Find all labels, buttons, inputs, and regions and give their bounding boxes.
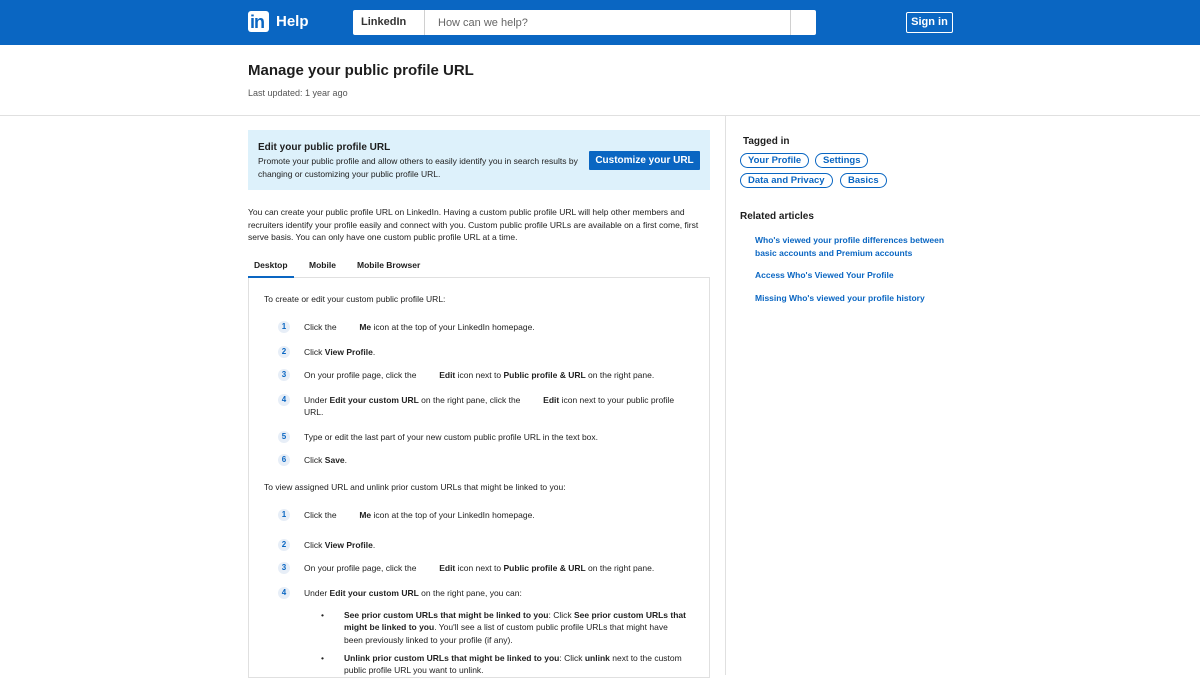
step-text: icon at the top of your LinkedIn homepage. [373,509,535,520]
bullet-text: next to the custom public profile URL you want to unlink. [344,652,682,675]
intro-paragraph: You can create your public profile URL on LinkedIn. Having a custom public profile URL will help other members and recruiters identify your profile easily and connect with you. Custom public profile URLs are available on a first come, first serve basis. You can only have one custom public profile URL at a time. [248,207,699,242]
tagged-in-title: Tagged in [743,136,790,147]
article-header [0,45,1200,116]
bullet-strong: unlink [584,652,610,663]
sign-in-button[interactable]: Sign in [906,12,953,33]
page-title: Manage your public profile URL [248,62,474,79]
search-input[interactable] [425,10,790,35]
step-text: . [372,346,376,357]
search-scope-label[interactable]: LinkedIn [353,10,425,35]
bullet-strong: See prior custom URLs that might be linked to you [344,609,686,632]
step-text: Type or edit the last part of your new custom public profile URL in the text box. [304,431,599,442]
step-text: on the right pane, click the [421,394,521,405]
promo-title: Edit your public profile URL [258,142,391,153]
step-text: icon next to [457,562,502,573]
tag-data-and-privacy[interactable]: Data and Privacy [740,173,833,188]
promo-box [248,130,710,190]
step-text: Click the [304,321,337,332]
search-button[interactable] [790,10,816,35]
related-articles-title: Related articles [740,211,814,222]
step-text: Click [304,346,323,357]
step-text: icon at the top of your LinkedIn homepage. [373,321,535,332]
tab-mobile-browser[interactable]: Mobile Browser [357,259,421,270]
tag-your-profile[interactable]: Your Profile [740,153,809,168]
step-strong: Edit your custom URL [329,394,419,405]
section-heading: To create or edit your custom public profile URL: [264,293,446,304]
help-title[interactable]: Help [276,13,309,30]
step-number: 5 [278,431,290,443]
step-text: On your profile page, click the [304,562,417,573]
article-main [248,130,710,678]
step-number: 3 [278,369,290,381]
bullet-text: : Click [548,609,572,620]
bullet-strong: Unlink prior custom URLs that might be linked to you [344,652,560,663]
related-article-link[interactable]: Missing Who's viewed your profile history [755,293,925,303]
step-text: Under [304,394,328,405]
step-strong: Edit [439,562,456,573]
step-text: Under [304,587,328,598]
promo-text: Promote your public profile and allow others to easily identify you in search results by changing or customizing your public profile URL. [258,156,578,179]
section-heading: To view assigned URL and unlink prior custom URLs that might be linked to you: [264,481,566,492]
bullet-text: : Click [559,652,583,663]
step-text: On your profile page, click the [304,369,417,380]
linkedin-logo-icon[interactable] [248,11,269,32]
step-text: icon next to [457,369,502,380]
step-text: icon next to your public profile URL. [304,394,675,417]
step-strong: Edit your custom URL [329,587,419,598]
step-strong: Public profile & URL [503,562,586,573]
bullet-text: . You'll see a list of custom public profile URLs that might have been previously linked to your profile (if any). [344,622,668,645]
step-strong: Edit [543,394,560,405]
step-text: Click the [304,509,337,520]
step-strong: Save [324,454,345,465]
related-article-link[interactable]: Who's viewed your profile differences between basic accounts and Premium accounts [755,235,945,258]
step-number: 1 [278,509,290,521]
platform-tabs [248,260,710,278]
tag-settings[interactable]: Settings [815,153,868,168]
step-strong: Public profile & URL [503,369,586,380]
step-strong: Me [359,509,372,520]
related-article-link[interactable]: Access Who's Viewed Your Profile [755,270,894,280]
last-updated: Last updated: 1 year ago [248,88,348,98]
bullet-strong: See prior custom URLs that might be linked to you [344,609,549,620]
step-text: . [344,454,348,465]
step-strong: View Profile [324,346,373,357]
step-strong: View Profile [324,539,373,550]
step-number: 4 [278,587,290,599]
tag-basics[interactable]: Basics [840,173,887,188]
instructions-panel [248,278,710,678]
logo-letters: in [250,12,264,32]
step-number: 2 [278,346,290,358]
step-text: on the right pane, you can: [421,587,522,598]
customize-url-button[interactable]: Customize your URL [589,151,700,170]
step-number: 3 [278,562,290,574]
step-number: 1 [278,321,290,333]
step-strong: Me [359,321,372,332]
search-bar [353,10,816,35]
top-navigation-bar [0,0,1200,45]
step-text: on the right pane. [588,369,655,380]
bullet-dot-icon: • [321,652,324,663]
tab-desktop[interactable]: Desktop [248,260,294,278]
step-number: 4 [278,394,290,406]
step-strong: Edit [439,369,456,380]
step-text: Click [304,454,323,465]
step-number: 2 [278,539,290,551]
bullet-dot-icon: • [321,609,324,620]
step-text: Click [304,539,323,550]
tab-mobile[interactable]: Mobile [309,259,336,270]
step-number: 6 [278,454,290,466]
step-text: on the right pane. [588,562,655,573]
step-text: . [372,539,376,550]
sidebar-divider [725,116,726,675]
